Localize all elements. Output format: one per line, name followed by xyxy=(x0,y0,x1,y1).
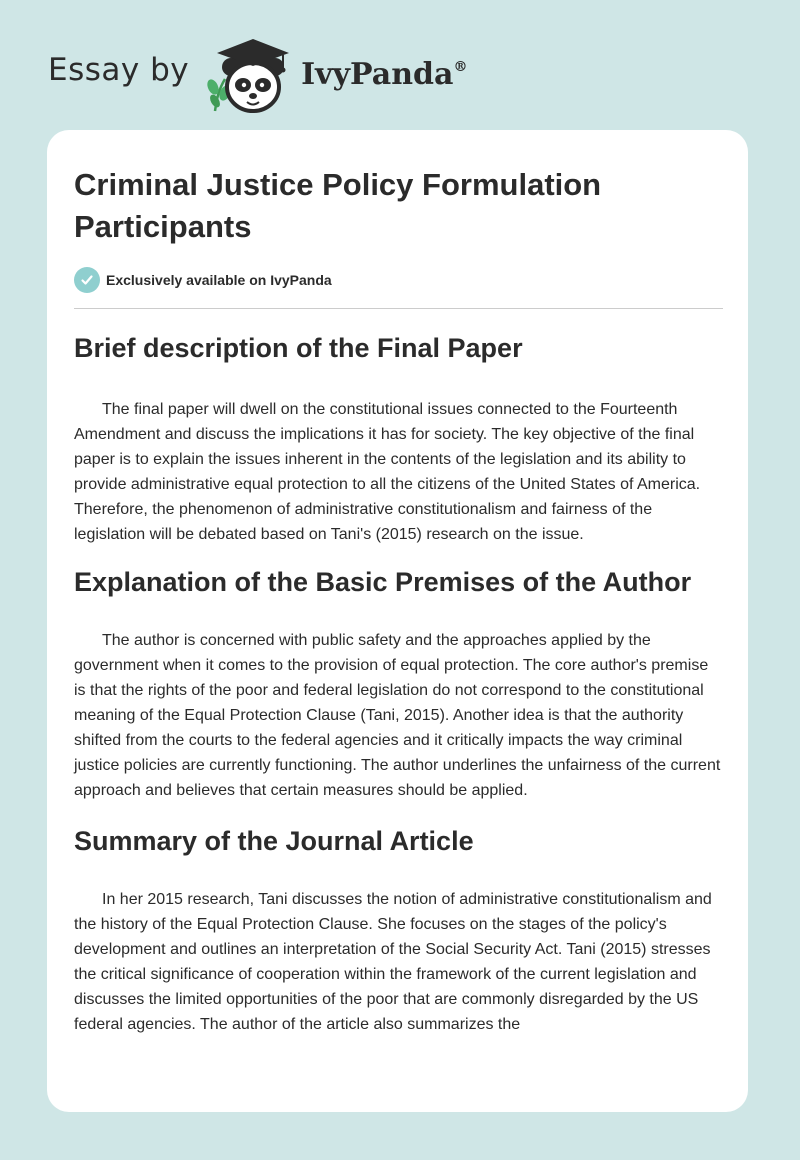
exclusive-badge xyxy=(74,266,724,294)
brand-name[interactable]: IvyPanda® xyxy=(301,56,468,92)
check-circle-icon xyxy=(74,267,100,293)
section-heading: Summary of the Journal Article xyxy=(74,826,474,856)
section-heading: Explanation of the Basic Premises of the Author xyxy=(74,567,692,597)
trademark-symbol: ® xyxy=(453,58,468,75)
section-paragraph: In her 2015 research, Tani discusses the notion of administrative constitutionalism and the history of the Equal Protection Clause. She focuses on the stages of the policy's development and outlines an interpretation of the Social Security Act. Tani (2015) stresses the critical significance of cooperation within the framework of the current legislation and discusses the limited opportunities of the poor that are commonly disregarded by the US federal agencies. The author of the article also summarizes the xyxy=(74,891,712,1033)
site-header xyxy=(48,30,467,120)
exclusive-label: Exclusively available on IvyPanda xyxy=(106,272,332,288)
divider xyxy=(74,308,723,309)
essay-card xyxy=(47,130,748,1112)
essay-by-label: Essay by xyxy=(48,52,190,88)
panda-graduate-icon xyxy=(203,33,295,117)
section-paragraph: The author is concerned with public safety and the approaches applied by the government when it comes to the provision of equal protection. The core author's premise is that the rights of the poor and federal legislation do not correspond to the constitutional meaning of the Equal Protection Clause (Tani, 2015). Another idea is that the authority shifted from the courts to the federal agencies and it critically impacts the way criminal justice policies are currently functioning. The author underlines the unfairness of the current approach and believes that certain measures should be applied. xyxy=(74,632,721,799)
page-title: Criminal Justice Policy Formulation Participants xyxy=(74,167,602,244)
section-paragraph: The final paper will dwell on the constitutional issues connected to the Fourteenth Amendment and discuss the implications it has for society. The key objective of the final paper is to explain the issues inherent in the contents of the legislation and its ability to provide administrative equal protection to all the citizens of the United States of America. Therefore, the phenomenon of administrative constitutionalism and fairness of the legislation will be debated based on Tani's (2015) research on the issue. xyxy=(74,401,701,543)
essay-content xyxy=(74,164,724,1037)
section-heading: Brief description of the Final Paper xyxy=(74,333,523,363)
